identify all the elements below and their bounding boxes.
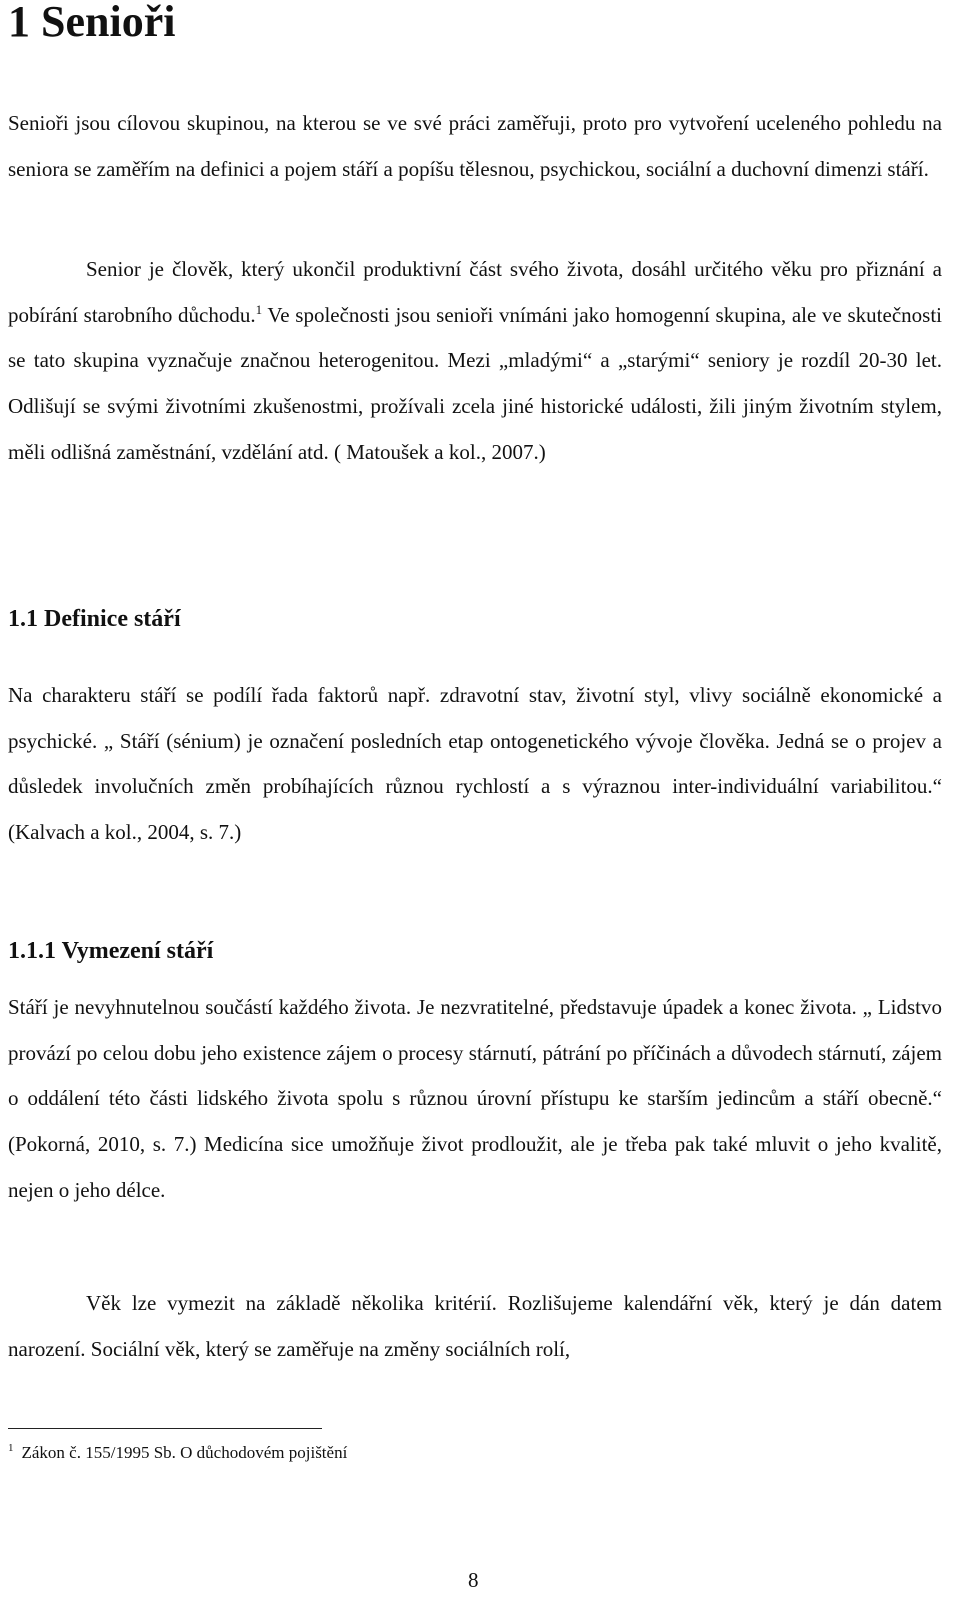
footnote-text: Zákon č. 155/1995 Sb. O důchodovém pojištění xyxy=(21,1443,348,1462)
senior-definition-text: Senior je člověk, který ukončil produktivní část svého života, dosáhl určitého věku pro přiznání a pobírání starobního důchodu. xyxy=(8,257,942,327)
chapter-heading: 1 Senioři xyxy=(8,0,176,46)
senior-definition-text-continued: Ve společnosti jsou senioři vnímáni jako homogenní skupina, ale ve skutečnosti se tato skupina vyznačuje značnou heterogenitou. Mezi „mladými“ a „starými“ seniory je rozdíl 20-30 let. Odlišují se svými životními zkušenostmi, prožívali zcela jiné historické události, žili jiným životním stylem, měli odlišná zaměstnání, vzdělání atd. ( Matoušek a kol., 2007.) xyxy=(8,302,943,464)
subsection-heading-vymezeni: 1.1.1 Vymezení stáří xyxy=(8,938,214,964)
document-page xyxy=(8,0,942,1597)
senior-definition-paragraph xyxy=(8,247,942,476)
footnote xyxy=(8,1438,347,1468)
page-number: 8 xyxy=(468,1568,479,1592)
vymezeni-paragraph: Stáří je nevyhnutelnou součástí každého života. Je nezvratitelné, představuje úpadek a konec života. „ Lidstvo provází po celou dobu jeho existence zájem o procesy stárnutí, pátrání po příčinách a důvodech stárnutí, zájem o oddálení této části lidského života spolu s různou úrovní přístupu ke starším jedincům a stáří obecně.“ (Pokorná, 2010, s. 7.) Medicína sice umožňuje život prodloužit, ale je třeba pak také mluvit o jeho kvalitě, nejen o jeho délce. xyxy=(8,995,942,1202)
footnote-separator xyxy=(8,1428,322,1429)
footnote-reference[interactable]: 1 xyxy=(255,301,263,317)
footnote-marker: 1 xyxy=(8,1442,14,1455)
definice-paragraph: Na charakteru stáří se podílí řada faktorů např. zdravotní stav, životní styl, vlivy sociálně ekonomické a psychické. „ Stáří (sénium) je označení posledních etap ontogenetického vývoje člověka. Jedná se o projev a důsledek involučních změn probíhajících různou rychlostí a s výraznou inter-individuální variabilitou.“ (Kalvach a kol., 2004, s. 7.) xyxy=(8,683,942,845)
section-heading-definice: 1.1 Definice stáří xyxy=(8,606,181,632)
vek-paragraph: Věk lze vymezit na základě několika kritérií. Rozlišujeme kalendářní věk, který je dán datem narození. Sociální věk, který se zaměřuje na změny sociálních rolí, xyxy=(8,1291,942,1361)
intro-paragraph: Senioři jsou cílovou skupinou, na kterou se ve své práci zaměřuji, proto pro vytvoření uceleného pohledu na seniora se zaměřím na definici a pojem stáří a popíšu tělesnou, psychickou, sociální a duchovní dimenzi stáří. xyxy=(8,111,942,181)
